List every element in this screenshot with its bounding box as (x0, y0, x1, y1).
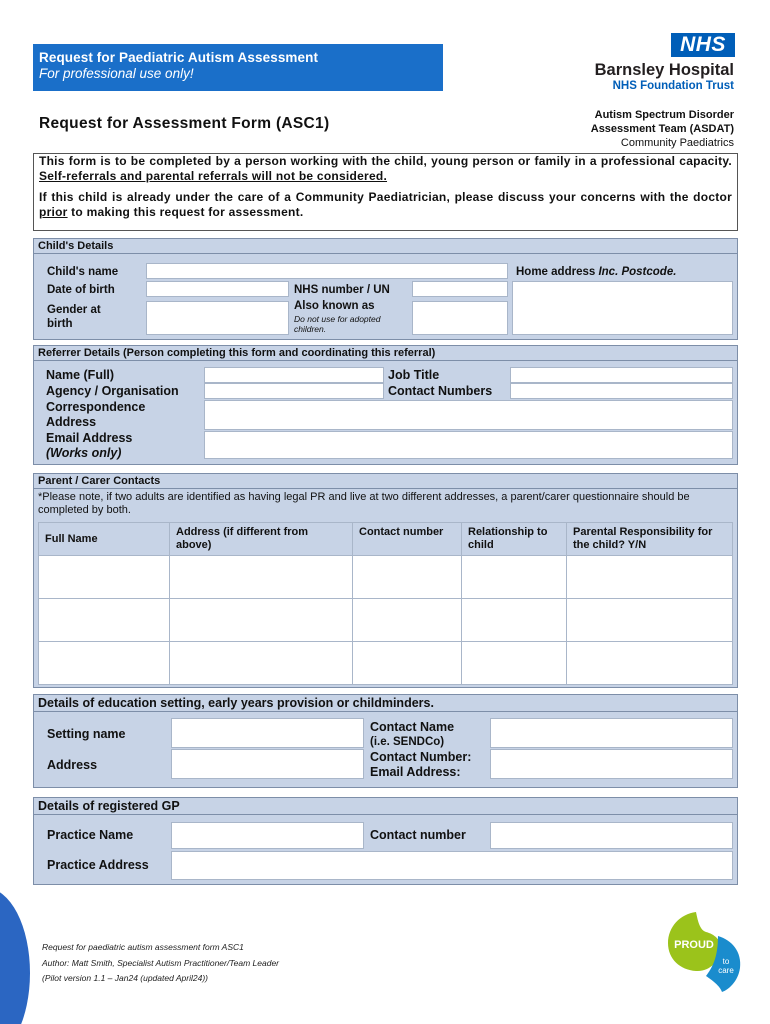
cell-parental-responsibility[interactable] (567, 599, 733, 642)
col-contact-number: Contact number (353, 523, 462, 556)
cell-full-name[interactable] (39, 556, 170, 599)
correspondence-field[interactable] (204, 400, 733, 430)
practice-address-field[interactable] (171, 851, 733, 880)
team-line-3: Community Paediatrics (620, 137, 734, 149)
child-details-title: Child's Details (34, 239, 737, 254)
also-known-as-field[interactable] (412, 301, 508, 335)
email-label: Email Address (46, 431, 133, 445)
correspondence-label: Correspondence Address (46, 400, 146, 429)
intro-text-2b: to making this request for assessment. (67, 204, 304, 219)
referrer-details-section (33, 345, 738, 465)
cell-relationship[interactable] (462, 642, 567, 685)
gp-title: Details of registered GP (34, 798, 737, 815)
col-parental-responsibility: Parental Responsibility for the child? Y/N (567, 523, 733, 556)
carer-contacts-table (38, 522, 733, 685)
cell-address[interactable] (170, 599, 353, 642)
education-section (33, 694, 738, 788)
intro-box (33, 153, 738, 231)
contact-numbers-label: Contact Numbers (388, 384, 493, 398)
child-details-section (33, 238, 738, 340)
cell-parental-responsibility[interactable] (567, 642, 733, 685)
contact-numbers-field[interactable] (510, 383, 733, 399)
contact-name-field[interactable] (490, 718, 733, 748)
practice-name-field[interactable] (171, 822, 364, 849)
form-banner (33, 44, 443, 91)
referrer-name-field[interactable] (204, 367, 384, 383)
cell-contact-number[interactable] (353, 599, 462, 642)
also-known-as-label: Also known as (294, 300, 375, 312)
table-row (39, 642, 733, 685)
intro-text-1: This form is to be completed by a person working with the child, young person or family in a professional capacity. (39, 154, 732, 168)
hospital-name: Barnsley Hospital (594, 61, 734, 79)
education-address-field[interactable] (171, 749, 364, 779)
setting-name-field[interactable] (171, 718, 364, 748)
job-title-label: Job Title (388, 368, 440, 382)
team-line-1: Autism Spectrum Disorder (594, 109, 734, 121)
practice-address-label: Practice Address (47, 858, 149, 872)
intro-emphasis: Self-referrals and parental referrals will not be considered. (39, 168, 388, 183)
gp-section (33, 797, 738, 885)
cell-relationship[interactable] (462, 556, 567, 599)
education-title: Details of education setting, early years provision or childminders. (34, 695, 737, 712)
banner-title: Request for Paediatric Autism Assessment (39, 50, 319, 65)
setting-name-label: Setting name (47, 727, 126, 741)
intro-prior: prior (39, 204, 68, 219)
proud-care-word: care (718, 966, 734, 975)
cell-contact-number[interactable] (353, 556, 462, 599)
home-address-label: Home address Inc. Postcode. (516, 266, 677, 278)
home-address-field[interactable] (512, 281, 733, 335)
cell-full-name[interactable] (39, 599, 170, 642)
job-title-field[interactable] (510, 367, 733, 383)
gp-contact-number-field[interactable] (490, 822, 733, 849)
child-name-label: Child's name (47, 266, 119, 278)
col-relationship: Relationship to child (462, 523, 567, 556)
cell-full-name[interactable] (39, 642, 170, 685)
education-address-label: Address (47, 758, 98, 772)
contact-name-note: (i.e. SENDCo) (370, 736, 445, 748)
referrer-name-label: Name (Full) (46, 368, 115, 382)
education-contact-field[interactable] (490, 749, 733, 779)
table-row (39, 556, 733, 599)
carer-contacts-note: *Please note, if two adults are identified as having legal PR and live at two different addresses, a parent/carer questionnaire should be completed by both. (38, 491, 690, 516)
contact-name-label: Contact Name (370, 720, 455, 734)
nhs-logo: NHS (671, 33, 735, 57)
proud-to-word: to (722, 957, 730, 966)
nhs-number-label: NHS number / UN (294, 284, 390, 296)
email-field[interactable] (204, 431, 733, 459)
cell-contact-number[interactable] (353, 642, 462, 685)
hospital-trust: NHS Foundation Trust (612, 80, 734, 92)
table-row (39, 599, 733, 642)
email-note: (Works only) (46, 446, 122, 460)
banner-subtitle: For professional use only! (39, 66, 194, 81)
footer-line-2: Author: Matt Smith, Specialist Autism Practitioner/Team Leader (42, 957, 279, 968)
intro-paragraph-1 (39, 154, 732, 183)
child-name-field[interactable] (146, 263, 508, 279)
proud-word: PROUD (674, 939, 714, 951)
cell-address[interactable] (170, 642, 353, 685)
nhs-number-field[interactable] (412, 281, 508, 297)
also-known-as-note: Do not use for adopted children. (294, 314, 381, 334)
dob-label: Date of birth (47, 284, 115, 296)
education-contact-number-label: Contact Number: (370, 750, 472, 764)
intro-paragraph-2 (39, 190, 732, 219)
gender-field[interactable] (146, 301, 289, 335)
footer-line-1: Request for paediatric autism assessment form ASC1 (42, 942, 244, 952)
form-title: Request for Assessment Form (ASC1) (39, 115, 330, 132)
practice-name-label: Practice Name (47, 828, 134, 842)
dob-field[interactable] (146, 281, 289, 297)
team-block (591, 108, 734, 150)
cell-address[interactable] (170, 556, 353, 599)
education-email-label: Email Address: (370, 765, 461, 779)
carer-contacts-title: Parent / Carer Contacts (34, 474, 737, 489)
gender-label: Gender at birth (47, 304, 101, 330)
referrer-details-title: Referrer Details (Person completing this form and coordinating this referral) (34, 346, 737, 361)
team-line-2: Assessment Team (ASDAT) (590, 123, 734, 135)
agency-label: Agency / Organisation (46, 384, 179, 398)
col-address: Address (if different from above) (170, 523, 353, 556)
carer-contacts-section (33, 473, 738, 688)
footer-line-3: (Pilot version 1.1 – Jan24 (updated April24)) (42, 973, 208, 983)
intro-text-2a: If this child is already under the care of a Community Paediatrician, please discuss your concerns with the doctor (39, 190, 732, 204)
table-header-row (39, 523, 733, 556)
gp-contact-number-label: Contact number (370, 828, 466, 842)
agency-field[interactable] (204, 383, 384, 399)
col-full-name: Full Name (39, 523, 170, 556)
footer (42, 940, 279, 987)
decorative-blue-arc (0, 888, 30, 1024)
proud-to-care-logo (666, 910, 746, 994)
cell-parental-responsibility[interactable] (567, 556, 733, 599)
cell-relationship[interactable] (462, 599, 567, 642)
